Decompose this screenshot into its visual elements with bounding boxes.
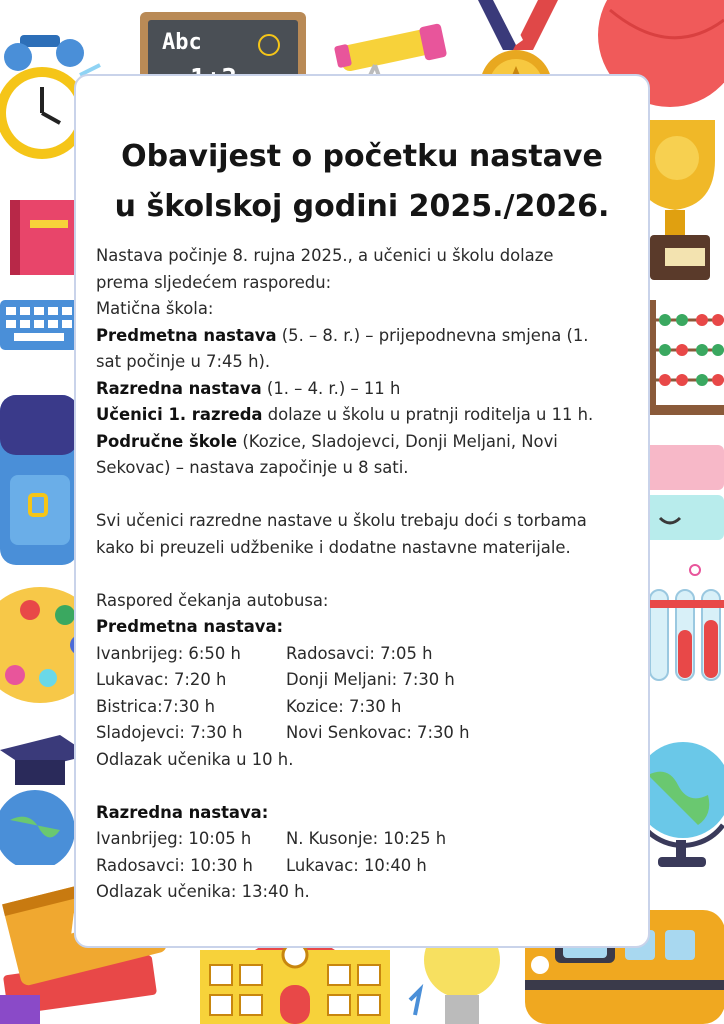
bus-stop: Lukavac: 7:20 h bbox=[96, 670, 227, 689]
bus-row bbox=[96, 641, 641, 668]
page-title bbox=[74, 132, 650, 232]
predmetna-departure: Odlazak učenika u 10 h. bbox=[96, 749, 294, 769]
bus-row bbox=[96, 826, 641, 853]
prvi-razred-label: Učenici 1. razreda bbox=[96, 405, 263, 424]
intro-line-3: Matična škola: bbox=[96, 299, 214, 318]
predmetna-text-2: sat počinje u 7:45 h). bbox=[96, 352, 271, 371]
sun-doodle-icon bbox=[258, 34, 280, 56]
notice-body bbox=[96, 243, 641, 906]
intro-line-1: Nastava počinje 8. rujna 2025., a učenici u školu dolaze bbox=[96, 246, 554, 265]
prvi-razred-text: dolaze u školu u pratnji roditelja u 11 h. bbox=[262, 405, 594, 424]
podrucne-label: Područne škole bbox=[96, 431, 238, 451]
title-line-1: Obavijest o početku nastave bbox=[121, 139, 603, 174]
bus-stop: Donji Meljani: 7:30 h bbox=[286, 670, 455, 689]
bus-predmetna-heading bbox=[96, 614, 641, 641]
bus-heading: Raspored čekanja autobusa: bbox=[96, 590, 329, 610]
abacus-icon bbox=[650, 300, 724, 415]
bus-row bbox=[96, 720, 641, 747]
title-line-2: u školskoj godini 2025./2026. bbox=[114, 189, 610, 224]
bus-row bbox=[96, 694, 641, 721]
razredna-label: Razredna nastava bbox=[96, 378, 262, 398]
bus-stop: Sladojevci: 7:30 h bbox=[96, 723, 243, 742]
bus-stop: N. Kusonje: 10:25 h bbox=[286, 829, 447, 848]
chalkboard-text-line1: Abc bbox=[162, 30, 202, 55]
predmetna-label: Predmetna nastava bbox=[96, 325, 277, 345]
bus-stop: Bistrica:7:30 h bbox=[96, 696, 216, 716]
notice-line-2: kako bi preuzeli udžbenike i dodatne nastavne materijale. bbox=[96, 537, 571, 557]
test-tubes-icon bbox=[640, 560, 724, 690]
bus-razredna-heading bbox=[96, 800, 641, 827]
prvi-razred-line bbox=[96, 402, 641, 429]
bus-stop: Lukavac: 10:40 h bbox=[286, 855, 427, 875]
bus-row bbox=[96, 667, 641, 694]
bus-stop: Radosavci: 7:05 h bbox=[286, 643, 433, 663]
intro-line-2: prema sljedećem rasporedu: bbox=[96, 272, 332, 292]
razredna-text: (1. – 4. r.) – 11 h bbox=[261, 378, 401, 398]
bus-stop: Kozice: 7:30 h bbox=[286, 696, 402, 716]
razredna-departure: Odlazak učenika: 13:40 h. bbox=[96, 882, 310, 901]
bus-stop: Ivanbrijeg: 10:05 h bbox=[96, 829, 252, 848]
podrucne-text-1: (Kozice, Sladojevci, Donji Meljani, Novi bbox=[237, 431, 558, 451]
bus-razredna-heading-text: Razredna nastava: bbox=[96, 802, 269, 822]
books-right-icon bbox=[640, 440, 724, 550]
bus-stop: Ivanbrijeg: 6:50 h bbox=[96, 643, 241, 663]
bus-stop: Novi Senkovac: 7:30 h bbox=[286, 723, 470, 742]
razredna-line bbox=[96, 376, 641, 403]
bus-row bbox=[96, 853, 641, 880]
predmetna-line bbox=[96, 323, 641, 350]
podrucne-text-2: Sekovac) – nastava započinje u 8 sati. bbox=[96, 458, 409, 477]
podrucne-line bbox=[96, 429, 641, 456]
bus-stop: Radosavci: 10:30 h bbox=[96, 855, 253, 875]
backpack-icon bbox=[0, 385, 82, 570]
bus-predmetna-heading-text: Predmetna nastava: bbox=[96, 617, 284, 636]
book-icon bbox=[0, 195, 80, 280]
notice-line-1: Svi učenici razredne nastave u školu trebaju doći s torbama bbox=[96, 511, 587, 530]
keyboard-icon bbox=[0, 295, 80, 355]
predmetna-text-1: (5. – 8. r.) – prijepodnevna smjena (1. bbox=[276, 325, 589, 345]
